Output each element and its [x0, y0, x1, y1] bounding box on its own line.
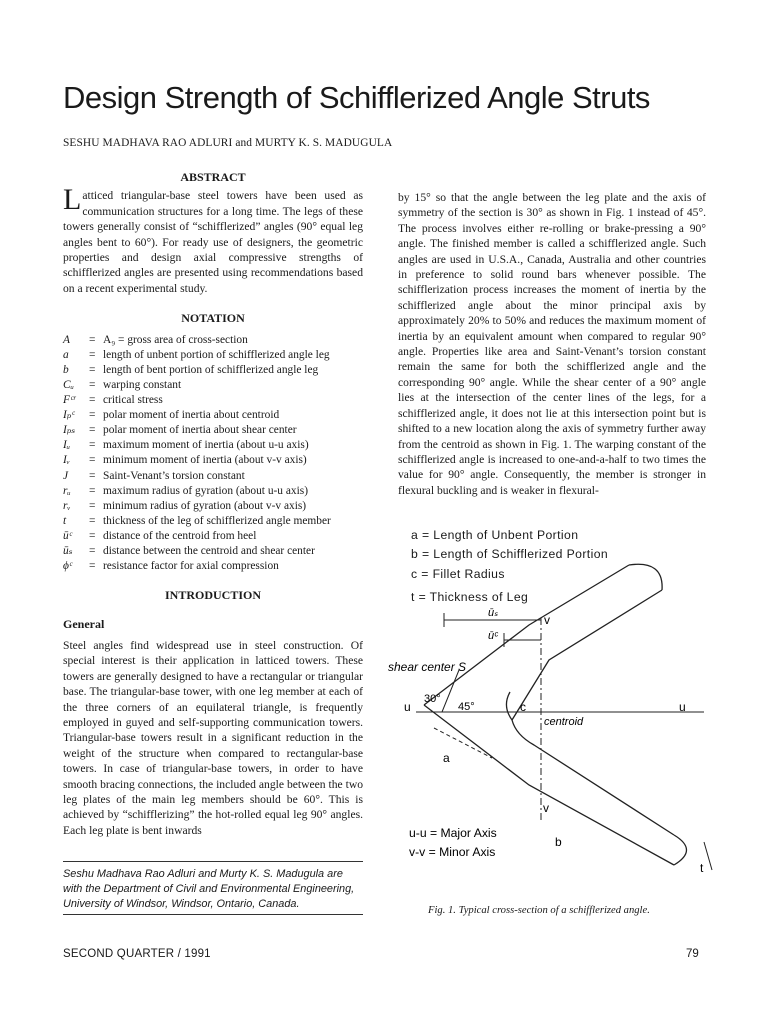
notation-row	[63, 378, 331, 393]
abstract-heading: ABSTRACT	[180, 170, 246, 184]
notation-symbol: Iₚᶜ	[63, 409, 75, 422]
notation-row	[63, 529, 331, 544]
angle-30-label: 30°	[424, 693, 441, 705]
angle-45-label: 45°	[458, 701, 475, 713]
notation-symbol: a	[63, 348, 69, 361]
notation-equals: =	[89, 424, 96, 437]
notation-symbol: rᵥ	[63, 499, 71, 512]
page-number: 79	[686, 948, 699, 960]
notation-heading: NOTATION	[181, 311, 245, 326]
notation-description: thickness of the leg of schifflerized angle member	[103, 514, 331, 527]
notation-symbol: Iₚₛ	[63, 424, 76, 437]
notation-description: length of bent portion of schifflerized angle leg	[103, 363, 319, 376]
b-label: b	[555, 835, 562, 849]
notation-description: resistance factor for axial compression	[103, 560, 279, 573]
angle-outer-upper-leg	[424, 565, 629, 705]
abstract-text	[63, 183, 363, 296]
notation-description: polar moment of inertia about shear center	[103, 424, 297, 437]
notation-row	[63, 438, 331, 453]
lower-leg-end	[674, 835, 687, 865]
notation-symbol: Iᵤ	[63, 439, 71, 452]
notation-symbol: ūᶜ	[63, 529, 72, 542]
angle-outer-lower-leg	[424, 705, 674, 865]
legend-a: a = Length of Unbent Portion	[411, 528, 579, 542]
a-label: a	[443, 751, 450, 765]
notation-equals: =	[89, 529, 96, 542]
upper-leg-end	[629, 564, 662, 590]
angle-inner-upper-leg	[512, 590, 662, 720]
notation-symbol: Iᵥ	[63, 454, 70, 467]
paper-title: Design Strength of Schifflerized Angle Struts	[63, 80, 650, 115]
notation-equals: =	[89, 499, 96, 512]
notation-row	[63, 363, 331, 378]
notation-description: Saint-Venant’s torsion constant	[103, 469, 245, 482]
notation-equals: =	[89, 544, 96, 557]
notation-row	[63, 333, 331, 348]
notation-equals: =	[89, 378, 96, 391]
abstract-body: atticed triangular-base steel towers have been used as communication structures for a long time. The legs of these towers generally consist of “schifflerized” angles (90° equal leg angles bent to 60°). For ready use of designers, the geometric properties and design axial compressive strengths of schifflerized angles are presented using recommendations based on a recent experimental study.	[63, 189, 363, 295]
introduction-heading: INTRODUCTION	[164, 588, 261, 603]
notation-description: maximum radius of gyration (about u-u axis)	[103, 484, 308, 497]
u-right-label: u	[679, 700, 686, 714]
notation-description: warping constant	[103, 378, 182, 391]
notation-equals: =	[89, 469, 96, 482]
notation-equals: =	[89, 439, 96, 452]
notation-row	[63, 423, 331, 438]
notation-symbol: ūₛ	[63, 544, 73, 557]
notation-symbol: rᵤ	[63, 484, 71, 497]
notation-equals: =	[89, 514, 96, 527]
shear-center-leader	[442, 670, 459, 712]
t-dimension	[704, 842, 712, 870]
notation-row	[63, 393, 331, 408]
notation-list	[63, 333, 331, 575]
footer-issue: SECOND QUARTER / 1991	[63, 948, 211, 960]
cross-section-figure	[374, 520, 734, 880]
notation-row	[63, 408, 331, 423]
notation-symbol: b	[63, 363, 69, 376]
us-label: ūₛ	[488, 607, 499, 619]
author-line: SESHU MADHAVA RAO ADLURI and MURTY K. S. MADUGULA	[63, 137, 393, 149]
angle-inner-lower-leg	[512, 720, 674, 835]
shear-center-label: shear center S	[388, 660, 467, 674]
notation-equals: =	[89, 484, 96, 497]
notation-description: A₉ = gross area of cross-section	[103, 333, 248, 346]
notation-description: minimum radius of gyration (about v-v axis)	[103, 499, 307, 512]
notation-description: distance between the centroid and shear center	[103, 544, 315, 557]
notation-symbol: J	[63, 469, 69, 482]
notation-equals: =	[89, 560, 96, 573]
centroid-label: centroid	[544, 716, 584, 728]
notation-row	[63, 514, 331, 529]
figure-caption: Fig. 1. Typical cross-section of a schifflerized angle.	[428, 905, 650, 916]
notation-equals: =	[89, 333, 96, 346]
notation-row	[63, 484, 331, 499]
notation-symbol: Fᶜʳ	[63, 394, 76, 407]
notation-equals: =	[89, 409, 96, 422]
legend-c: c = Fillet Radius	[411, 567, 505, 581]
notation-equals: =	[89, 363, 96, 376]
notation-description: minimum moment of inertia (about v-v axis)	[103, 454, 307, 467]
notation-description: critical stress	[103, 394, 163, 407]
notation-description: maximum moment of inertia (about u-u axis)	[103, 439, 309, 452]
u-left-label: u	[404, 700, 411, 714]
general-subheading: General	[63, 616, 105, 631]
notation-row	[63, 499, 331, 514]
legend-b: b = Length of Schifflerized Portion	[411, 547, 609, 561]
notation-description: distance of the centroid from heel	[103, 529, 257, 542]
introduction-continued-text: by 15° so that the angle between the leg plate and the axis of symmetry of the section is 30° as shown in Fig. 1 instead of 45°. The process involves either re-rolling or brake-pressing a 90° angle. The finished member is called a schifflerized angle. Such angles are used in U.S.A., Canada, Australia and other countries in preference to solid round bars whenever possible. The schifflerization process increases the moment of inertia by the schifflerized angle about the minor principal axis by approximately 20% to 50% and reduces the maximum moment of inertia by an equivalent amount when compared to regular 90° angle. Properties like area and Saint-Venant’s torsion constant remain the same for both the schifflerized angle and the corresponding 90° angle. While the shear center of a 90° angle lies at the intersection of the center lines of the legs, for a schifflerized angle, it does not lie at this intersection point but is shifted to a new location along the axis of symmetry further away from the centroid as shown in Fig. 1. The warping constant of the schifflerized angle is increased to one-and-a-half to two times the value for 90° angle. Consequently, the member is stronger in flexural buckling and is weaker in flexural-	[398, 191, 706, 497]
notation-equals: =	[89, 394, 96, 407]
notation-row	[63, 348, 331, 363]
notation-description: length of unbent portion of schifflerized angle leg	[103, 348, 330, 361]
t-label: t	[700, 861, 704, 875]
uc-label: ūᶜ	[488, 630, 499, 642]
minor-axis-label: v-v = Minor Axis	[409, 845, 496, 859]
notation-description: polar moment of inertia about centroid	[103, 409, 280, 422]
major-axis-label: u-u = Major Axis	[409, 826, 497, 840]
right-column	[398, 190, 706, 498]
notation-symbol: t	[63, 514, 67, 527]
fillet-arc	[506, 692, 512, 720]
notation-symbol: ϕᶜ	[63, 560, 72, 573]
drop-cap: L	[63, 183, 82, 217]
notation-equals: =	[89, 348, 96, 361]
introduction-text: Steel angles find widespread use in steel construction. Of special interest is their application in latticed towers. These towers are generally designed to have a rectangular or triangular base. The triangular-base tower, with one leg member at each of the three corners of an equilateral triangle, is frequently employed in guyed and self-supporting communication towers. Triangular-base towers result in a significant reduction in the weight of the structure when compared to rectangular-base towers. In case of triangular-base towers, in order to have smooth bracing connections, the included angle between the two leg plates of the main leg members should be 60°. This is achieved by “schifflerizing” the hot-rolled equal leg 90° angles. Each leg plate is bent inwards	[63, 638, 363, 837]
legend-t: t = Thickness of Leg	[411, 590, 529, 604]
v-bottom-label: v	[543, 801, 549, 815]
notation-row	[63, 544, 331, 559]
v-top-label: v	[544, 613, 550, 627]
notation-symbol: Cᵤ	[63, 378, 74, 391]
notation-row	[63, 453, 331, 468]
notation-row	[63, 559, 331, 574]
left-column	[63, 170, 363, 838]
author-footnote: Seshu Madhava Rao Adluri and Murty K. S. Madugula are with the Department of Civil and Environmental Engineering, University of Windsor, Windsor, Ontario, Canada.	[63, 861, 363, 915]
notation-equals: =	[89, 454, 96, 467]
notation-row	[63, 469, 331, 484]
c-label: c	[520, 700, 526, 714]
notation-symbol: A	[63, 333, 70, 346]
